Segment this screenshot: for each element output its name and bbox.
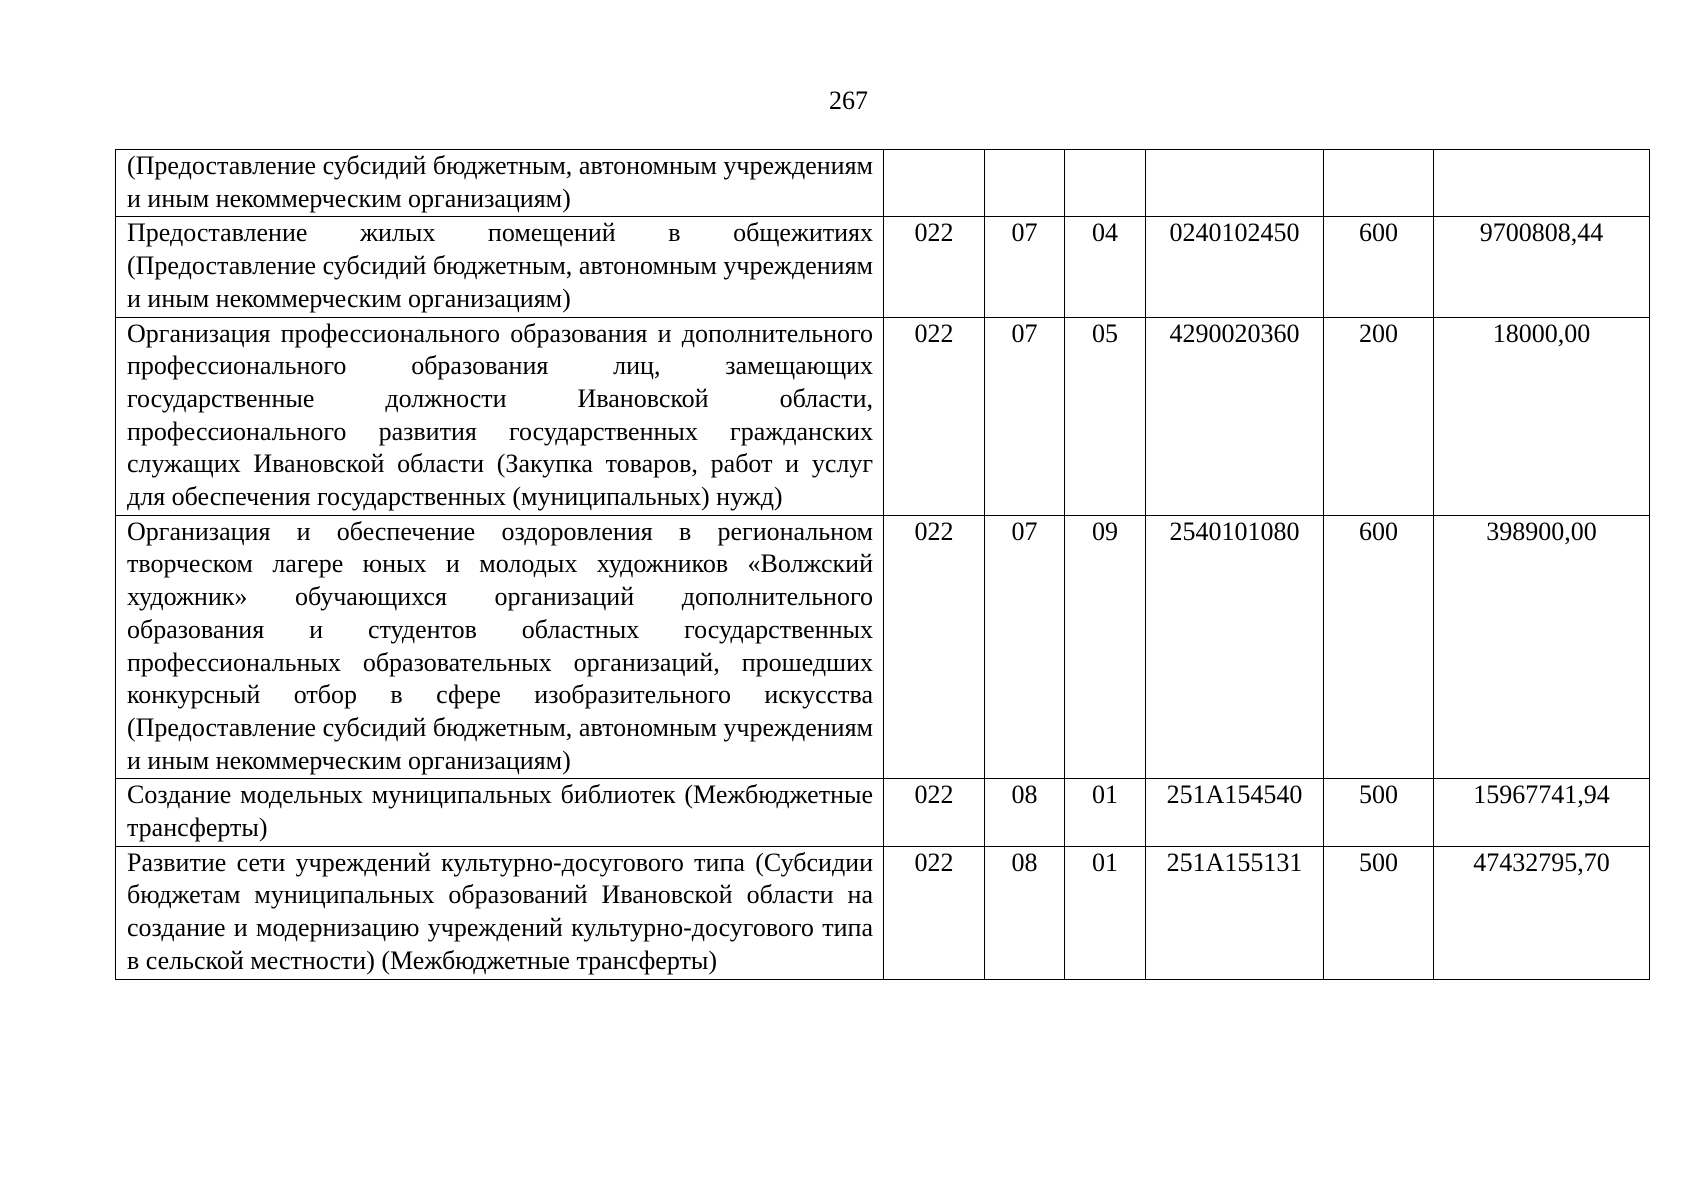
expense-type-code: 500 xyxy=(1324,846,1434,979)
target-article-code xyxy=(1146,150,1324,217)
budget-table xyxy=(115,149,1650,980)
table-row xyxy=(116,515,1650,779)
subsection-code xyxy=(1065,150,1146,217)
table-row xyxy=(116,846,1650,979)
table-row xyxy=(116,317,1650,515)
target-article-code: 0240102450 xyxy=(1146,217,1324,317)
section-code: 07 xyxy=(985,317,1065,515)
row-description: Развитие сети учреждений культурно-досугового типа (Субсидии бюджетам муниципальных образований Ивановской области на создание и модернизацию учреждений культурно-досугового типа в сельской местности) (Межбюджетные трансферты) xyxy=(116,846,884,979)
subsection-code: 09 xyxy=(1065,515,1146,779)
amount: 398900,00 xyxy=(1434,515,1650,779)
section-code xyxy=(985,150,1065,217)
ministry-code: 022 xyxy=(884,779,985,846)
row-description: Создание модельных муниципальных библиотек (Межбюджетные трансферты) xyxy=(116,779,884,846)
expense-type-code xyxy=(1324,150,1434,217)
target-article-code: 2540101080 xyxy=(1146,515,1324,779)
amount: 9700808,44 xyxy=(1434,217,1650,317)
ministry-code xyxy=(884,150,985,217)
row-description: Организация и обеспечение оздоровления в региональном творческом лагере юных и молодых художников «Волжский художник» обучающихся организаций дополнительного образования и студентов областных государственных профессиональных образовательных организаций, прошедших конкурсный отбор в сфере изобразительного искусства (Предоставление субсидий бюджетным, автономным учреждениям и иным некоммерческим организациям) xyxy=(116,515,884,779)
section-code: 07 xyxy=(985,217,1065,317)
ministry-code: 022 xyxy=(884,217,985,317)
subsection-code: 05 xyxy=(1065,317,1146,515)
section-code: 08 xyxy=(985,779,1065,846)
table-row xyxy=(116,150,1650,217)
subsection-code: 01 xyxy=(1065,846,1146,979)
ministry-code: 022 xyxy=(884,846,985,979)
amount: 15967741,94 xyxy=(1434,779,1650,846)
target-article-code: 4290020360 xyxy=(1146,317,1324,515)
target-article-code: 251A154540 xyxy=(1146,779,1324,846)
expense-type-code: 500 xyxy=(1324,779,1434,846)
subsection-code: 01 xyxy=(1065,779,1146,846)
row-description: Организация профессионального образования и дополнительного профессионального образования лиц, замещающих государственные должности Ивановской области, профессионального развития государственных гражданских служащих Ивановской области (Закупка товаров, работ и услуг для обеспечения государственных (муниципальных) нужд) xyxy=(116,317,884,515)
page-number: 267 xyxy=(829,86,868,115)
section-code: 08 xyxy=(985,846,1065,979)
row-description: (Предоставление субсидий бюджетным, автономным учреждениям и иным некоммерческим организациям) xyxy=(116,150,884,217)
expense-type-code: 600 xyxy=(1324,217,1434,317)
amount: 47432795,70 xyxy=(1434,846,1650,979)
expense-type-code: 600 xyxy=(1324,515,1434,779)
table-row xyxy=(116,217,1650,317)
subsection-code: 04 xyxy=(1065,217,1146,317)
target-article-code: 251A155131 xyxy=(1146,846,1324,979)
ministry-code: 022 xyxy=(884,317,985,515)
row-description: Предоставление жилых помещений в общежитиях (Предоставление субсидий бюджетным, автономным учреждениям и иным некоммерческим организациям) xyxy=(116,217,884,317)
table-row xyxy=(116,779,1650,846)
ministry-code: 022 xyxy=(884,515,985,779)
expense-type-code: 200 xyxy=(1324,317,1434,515)
section-code: 07 xyxy=(985,515,1065,779)
amount xyxy=(1434,150,1650,217)
amount: 18000,00 xyxy=(1434,317,1650,515)
